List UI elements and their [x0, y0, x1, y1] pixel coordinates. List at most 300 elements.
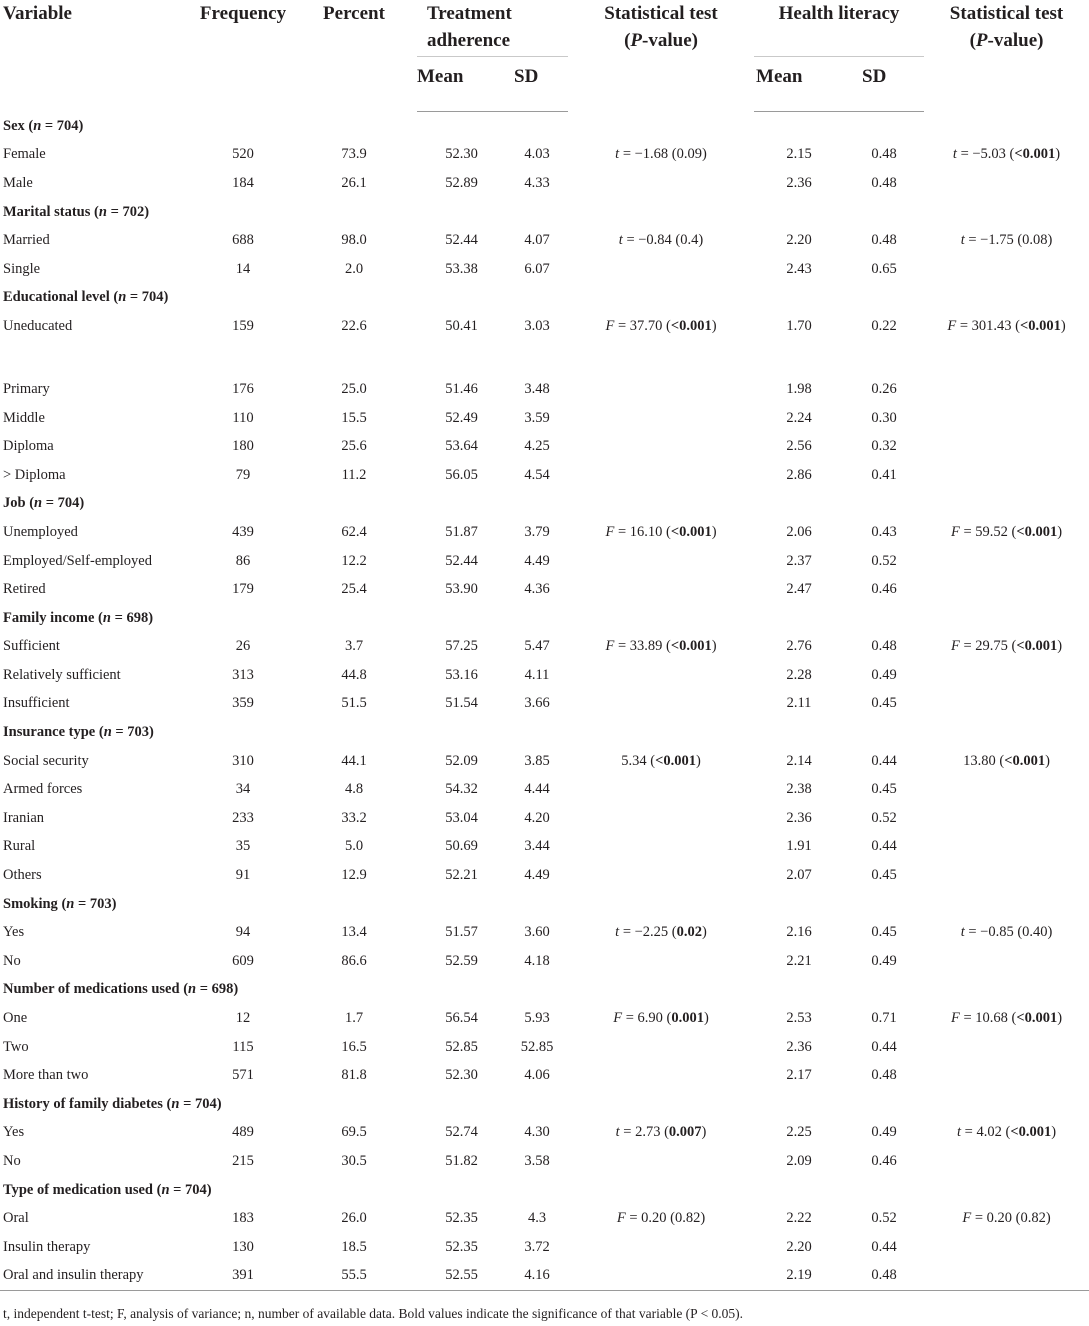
cell-frequency: 176	[232, 380, 254, 397]
cell-test1	[568, 547, 754, 576]
cell-hl-sd: 0.43	[871, 523, 897, 540]
cell-percent: 30.5	[341, 1152, 367, 1169]
cell-frequency: 609	[232, 952, 254, 969]
cell-test2	[924, 861, 1089, 890]
cell-test1	[568, 775, 754, 804]
cell-test1	[568, 1147, 754, 1176]
cell-test1: t = 2.73 (0.007)	[615, 1124, 707, 1141]
cell-frequency: 313	[232, 666, 254, 683]
cell-ta-sd: 4.20	[524, 809, 550, 826]
cell-ta-mean: 51.57	[445, 924, 478, 941]
cell-percent: 51.5	[341, 695, 367, 712]
section-label: Family income	[3, 609, 95, 626]
cell-frequency: 179	[232, 581, 254, 598]
section-n: (n = 702)	[94, 203, 150, 220]
cell-hl-sd: 0.49	[871, 666, 897, 683]
row-label: Diploma	[3, 438, 54, 455]
cell-ta-mean: 51.46	[445, 380, 478, 397]
cell-test1	[568, 1033, 754, 1062]
cell-ta-sd: 3.03	[524, 318, 550, 335]
cell-ta-sd: 4.36	[524, 581, 550, 598]
header-treatment-adherence	[417, 0, 568, 57]
section-label: Marital status	[3, 203, 91, 220]
section-title	[0, 198, 1089, 227]
section-label: Educational level	[3, 289, 110, 306]
cell-ta-mean: 57.25	[445, 638, 478, 655]
table-row	[0, 1262, 1089, 1291]
cell-ta-mean: 52.09	[445, 752, 478, 769]
row-label: Two	[3, 1038, 29, 1055]
cell-percent: 62.4	[341, 523, 367, 540]
cell-test2	[924, 833, 1089, 862]
cell-test1	[568, 255, 754, 284]
cell-test2	[924, 1147, 1089, 1176]
row-label: Sufficient	[3, 638, 60, 655]
cell-hl-sd: 0.52	[871, 552, 897, 569]
cell-frequency: 439	[232, 523, 254, 540]
row-label: Yes	[3, 1124, 25, 1141]
cell-hl-mean: 2.19	[754, 1262, 844, 1291]
cell-frequency: 34	[235, 781, 251, 798]
cell-hl-mean: 2.15	[786, 146, 812, 163]
cell-test2: F = 301.43 (<0.001)	[947, 318, 1066, 335]
cell-frequency: 130	[232, 1238, 254, 1255]
cell-test1	[568, 690, 754, 719]
header-statistical-test-1	[568, 0, 754, 112]
table-row	[0, 1119, 1089, 1148]
cell-hl-sd: 0.52	[871, 809, 897, 826]
cell-ta-mean: 51.82	[445, 1152, 478, 1169]
cell-hl-sd: 0.52	[871, 1210, 897, 1227]
table-row	[0, 461, 1089, 490]
cell-hl-mean: 2.43	[786, 260, 812, 277]
cell-test2	[924, 461, 1089, 490]
table-row	[0, 169, 1089, 198]
cell-test2	[924, 1233, 1089, 1262]
section-row	[0, 1090, 1089, 1119]
header-hl-mean: Mean	[754, 57, 844, 112]
cell-test1: t = −2.25 (0.02)	[615, 924, 707, 941]
cell-hl-mean: 2.21	[786, 952, 812, 969]
cell-percent: 1.7	[344, 1010, 364, 1027]
cell-test2	[924, 169, 1089, 198]
cell-test1: t = −1.68 (0.09)	[615, 146, 707, 163]
cell-frequency: 26	[235, 638, 251, 655]
cell-percent: 81.8	[341, 1067, 367, 1084]
header-test2-line1: Statistical test	[949, 3, 1064, 24]
section-row	[0, 718, 1089, 747]
table-row	[0, 661, 1089, 690]
cell-ta-sd: 5.93	[524, 1010, 550, 1027]
table-row	[0, 575, 1089, 604]
cell-test1	[568, 169, 754, 198]
table-row	[0, 690, 1089, 719]
cell-test2	[924, 947, 1089, 976]
cell-hl-sd: 0.71	[871, 1010, 897, 1027]
cell-frequency: 159	[232, 318, 254, 335]
table-row	[0, 833, 1089, 862]
cell-percent: 15.5	[341, 409, 367, 426]
row-label: Unemployed	[3, 523, 78, 540]
cell-ta-sd: 4.07	[524, 232, 550, 249]
header-frequency: Frequency	[199, 3, 287, 24]
cell-test2	[924, 775, 1089, 804]
row-label: Others	[3, 867, 42, 884]
cell-test2: t = −1.75 (0.08)	[960, 232, 1053, 249]
section-n: (n = 704)	[156, 1181, 212, 1198]
cell-ta-mean: 52.35	[445, 1210, 478, 1227]
cell-hl-sd: 0.49	[871, 952, 897, 969]
cell-frequency: 391	[195, 1262, 291, 1291]
cell-hl-mean: 2.11	[786, 695, 812, 712]
table-row	[0, 432, 1089, 461]
cell-ta-mean: 52.89	[445, 174, 478, 191]
cell-hl-sd: 0.22	[871, 318, 897, 335]
row-label: Rural	[3, 838, 36, 855]
cell-hl-mean: 2.36	[786, 809, 812, 826]
row-label: Single	[3, 260, 41, 277]
cell-hl-sd: 0.45	[871, 867, 897, 884]
cell-hl-sd: 0.44	[871, 1238, 897, 1255]
table-row	[0, 375, 1089, 404]
cell-hl-mean: 2.07	[786, 867, 812, 884]
row-label: One	[3, 1010, 28, 1027]
row-label: Employed/Self-employed	[3, 552, 152, 569]
row-label: Armed forces	[3, 781, 83, 798]
cell-ta-sd: 4.44	[524, 781, 550, 798]
header-test1-pvalue: (P-value)	[624, 30, 698, 51]
cell-test2: t = 4.02 (<0.001)	[957, 1124, 1057, 1141]
table-row	[0, 255, 1089, 284]
table-row	[0, 633, 1089, 662]
table-row	[0, 141, 1089, 170]
cell-hl-mean: 2.17	[786, 1067, 812, 1084]
cell-ta-sd: 4.49	[524, 867, 550, 884]
cell-test1: t = −0.84 (0.4)	[618, 232, 704, 249]
table-row	[0, 1033, 1089, 1062]
table-row	[0, 804, 1089, 833]
section-row	[0, 490, 1089, 519]
section-n: (n = 704)	[166, 1095, 222, 1112]
cell-ta-sd: 3.59	[524, 409, 550, 426]
row-label: Relatively sufficient	[3, 666, 121, 683]
cell-percent: 12.2	[341, 552, 367, 569]
row-label: Insulin therapy	[3, 1238, 91, 1255]
section-row	[0, 976, 1089, 1005]
cell-test2	[924, 804, 1089, 833]
cell-hl-mean: 2.56	[786, 438, 812, 455]
cell-ta-mean: 53.16	[445, 666, 478, 683]
cell-ta-sd: 3.72	[524, 1238, 550, 1255]
header-percent: Percent	[323, 3, 385, 24]
cell-ta-sd: 4.54	[524, 466, 550, 483]
cell-hl-sd: 0.30	[871, 409, 897, 426]
cell-ta-mean: 52.85	[445, 1038, 478, 1055]
cell-test2	[924, 404, 1089, 433]
cell-frequency: 86	[235, 552, 251, 569]
cell-frequency: 14	[235, 260, 251, 277]
cell-hl-sd: 0.46	[871, 1152, 897, 1169]
table-row	[0, 1061, 1089, 1090]
header-test1-line1: Statistical test	[604, 3, 718, 24]
cell-hl-sd: 0.65	[871, 260, 897, 277]
cell-test1	[568, 1061, 754, 1090]
cell-frequency: 91	[235, 867, 251, 884]
cell-ta-sd: 4.03	[524, 146, 550, 163]
header-test2-pvalue: (P-value)	[969, 30, 1044, 51]
section-title	[0, 976, 1089, 1005]
cell-frequency: 79	[235, 466, 251, 483]
cell-ta-sd: 3.48	[524, 380, 550, 397]
cell-percent: 5.0	[344, 838, 364, 855]
cell-hl-sd: 0.44	[871, 752, 897, 769]
cell-test1	[568, 1233, 754, 1262]
row-label: Insufficient	[3, 695, 70, 712]
cell-hl-sd: 0.48	[871, 174, 897, 191]
section-row	[0, 1176, 1089, 1205]
cell-test1	[568, 804, 754, 833]
section-n: (n = 703)	[98, 724, 154, 741]
table-row	[0, 747, 1089, 776]
cell-ta-sd: 3.44	[524, 838, 550, 855]
cell-test1	[568, 861, 754, 890]
cell-hl-sd: 0.26	[871, 380, 897, 397]
section-row	[0, 284, 1089, 313]
cell-percent: 26.0	[341, 1210, 367, 1227]
cell-frequency: 12	[235, 1010, 251, 1027]
cell-hl-sd: 0.41	[871, 466, 897, 483]
cell-ta-mean: 52.55	[417, 1262, 506, 1291]
cell-test1	[568, 404, 754, 433]
cell-hl-sd: 0.32	[871, 438, 897, 455]
table-row	[0, 947, 1089, 976]
cell-ta-sd: 3.79	[524, 523, 550, 540]
cell-ta-mean: 56.54	[445, 1010, 478, 1027]
cell-ta-sd: 3.85	[524, 752, 550, 769]
row-label: Middle	[3, 409, 45, 426]
header-health-literacy: Health literacy	[754, 0, 924, 57]
cell-frequency: 233	[232, 809, 254, 826]
cell-test2	[924, 1262, 1089, 1291]
cell-ta-sd: 4.06	[524, 1067, 550, 1084]
section-label: Type of medication used	[3, 1181, 153, 1198]
cell-test2: t = −5.03 (<0.001)	[952, 146, 1061, 163]
table-row	[0, 918, 1089, 947]
table-row	[0, 1233, 1089, 1262]
cell-percent: 22.6	[341, 318, 367, 335]
row-label: > Diploma	[3, 466, 66, 483]
cell-hl-mean: 2.22	[786, 1210, 812, 1227]
cell-frequency: 571	[232, 1067, 254, 1084]
cell-percent: 25.6	[341, 438, 367, 455]
cell-test1	[568, 661, 754, 690]
cell-ta-mean: 53.38	[445, 260, 478, 277]
cell-test1: F = 6.90 (0.001)	[613, 1010, 709, 1027]
cell-frequency: 94	[235, 924, 251, 941]
section-n: (n = 698)	[183, 981, 239, 998]
table-row	[0, 1204, 1089, 1233]
cell-percent: 33.2	[341, 809, 367, 826]
cell-test1	[568, 375, 754, 404]
cell-ta-mean: 51.54	[445, 695, 478, 712]
cell-hl-sd: 0.48	[871, 638, 897, 655]
cell-percent: 44.1	[341, 752, 367, 769]
row-label: No	[3, 952, 21, 969]
cell-percent: 98.0	[341, 232, 367, 249]
cell-percent: 44.8	[341, 666, 367, 683]
cell-ta-sd: 4.18	[524, 952, 550, 969]
section-n: (n = 698)	[98, 609, 154, 626]
cell-percent: 55.5	[291, 1262, 417, 1291]
cell-percent: 11.2	[341, 466, 367, 483]
cell-ta-sd: 3.58	[524, 1152, 550, 1169]
cell-test2	[924, 575, 1089, 604]
section-row	[0, 604, 1089, 633]
cell-test1	[568, 947, 754, 976]
row-label: Social security	[3, 752, 89, 769]
section-label: Sex	[3, 117, 25, 134]
cell-hl-sd: 0.45	[871, 924, 897, 941]
row-label: No	[3, 1152, 21, 1169]
cell-test2	[924, 547, 1089, 576]
cell-hl-mean: 2.38	[786, 781, 812, 798]
cell-ta-mean: 52.74	[445, 1124, 478, 1141]
cell-test2	[924, 1061, 1089, 1090]
cell-ta-sd: 4.49	[524, 552, 550, 569]
section-title	[0, 890, 1089, 919]
cell-ta-sd: 4.33	[524, 174, 550, 191]
cell-ta-mean: 54.32	[445, 781, 478, 798]
cell-ta-mean: 52.44	[445, 552, 478, 569]
cell-test1	[568, 432, 754, 461]
header-ta-mean: Mean	[417, 57, 506, 112]
cell-frequency: 180	[232, 438, 254, 455]
table-row	[0, 1147, 1089, 1176]
row-label: Retired	[3, 581, 46, 598]
cell-hl-sd: 0.49	[871, 1124, 897, 1141]
cell-hl-mean: 2.76	[786, 638, 812, 655]
header-test2-line2	[970, 30, 1044, 51]
cell-test1: F = 37.70 (<0.001)	[605, 318, 717, 335]
cell-ta-sd: 4.25	[524, 438, 550, 455]
cell-test2	[924, 661, 1089, 690]
cell-frequency: 215	[232, 1152, 254, 1169]
cell-ta-sd: 3.66	[524, 695, 550, 712]
section-title	[0, 490, 1089, 519]
cell-test2	[924, 1033, 1089, 1062]
row-label: Yes	[3, 924, 25, 941]
table-footnote: t, independent t-test; F, analysis of variance; n, number of available data. Bold values indicate the significance of that variable (P < 0.05).	[3, 1306, 744, 1321]
section-title	[0, 604, 1089, 633]
cell-hl-mean: 2.25	[786, 1124, 812, 1141]
header-variable: Variable	[3, 3, 72, 24]
row-label: Primary	[3, 380, 50, 397]
cell-test2: F = 59.52 (<0.001)	[950, 523, 1063, 540]
table-row	[0, 547, 1089, 576]
cell-test2: F = 29.75 (<0.001)	[950, 638, 1063, 655]
cell-test2	[924, 255, 1089, 284]
cell-hl-mean: 2.06	[786, 523, 812, 540]
cell-ta-mean: 52.30	[445, 146, 478, 163]
cell-ta-mean: 52.59	[445, 952, 478, 969]
cell-ta-mean: 52.30	[445, 1067, 478, 1084]
cell-hl-mean: 2.09	[786, 1152, 812, 1169]
cell-ta-mean: 51.87	[445, 523, 478, 540]
table-row	[0, 775, 1089, 804]
cell-frequency: 489	[232, 1124, 254, 1141]
cell-hl-mean: 2.53	[786, 1010, 812, 1027]
row-label: Female	[3, 146, 46, 163]
cell-ta-mean: 52.44	[445, 232, 478, 249]
section-label: Smoking	[3, 895, 58, 912]
table-row	[0, 312, 1089, 375]
section-title	[0, 112, 1089, 141]
cell-percent: 2.0	[344, 260, 364, 277]
section-label: Job	[3, 495, 26, 512]
cell-test2: 13.80 (<0.001)	[963, 752, 1050, 769]
section-row	[0, 112, 1089, 141]
cell-ta-mean: 53.90	[445, 581, 478, 598]
cell-test1: 5.34 (<0.001)	[621, 752, 701, 769]
cell-hl-mean: 2.47	[786, 581, 812, 598]
cell-hl-mean: 2.24	[786, 409, 812, 426]
cell-test1	[568, 833, 754, 862]
cell-percent: 86.6	[341, 952, 367, 969]
cell-frequency: 110	[232, 409, 254, 426]
cell-hl-sd: 0.48	[871, 1067, 897, 1084]
section-title	[0, 718, 1089, 747]
header-test1-line2	[624, 30, 698, 51]
cell-hl-sd: 0.45	[871, 695, 897, 712]
cell-percent: 12.9	[341, 867, 367, 884]
table-row	[0, 861, 1089, 890]
cell-ta-sd: 6.07	[524, 260, 550, 277]
cell-hl-mean: 2.37	[786, 552, 812, 569]
cell-hl-mean: 2.20	[786, 1238, 812, 1255]
cell-frequency: 115	[232, 1038, 254, 1055]
cell-hl-sd: 0.45	[871, 781, 897, 798]
cell-hl-mean: 1.98	[786, 380, 812, 397]
cell-test2: t = −0.85 (0.40)	[960, 924, 1053, 941]
section-label: Number of medications used	[3, 981, 180, 998]
header-statistical-test-2	[924, 0, 1089, 112]
cell-test2	[924, 432, 1089, 461]
cell-hl-mean: 2.28	[786, 666, 812, 683]
section-n: (n = 704)	[113, 289, 169, 306]
section-row	[0, 198, 1089, 227]
cell-ta-sd: 3.60	[524, 924, 550, 941]
cell-hl-mean: 2.16	[786, 924, 812, 941]
cell-ta-sd: 4.3	[527, 1210, 547, 1227]
section-label: History of family diabetes	[3, 1095, 163, 1112]
cell-percent: 4.8	[344, 781, 364, 798]
cell-hl-sd: 0.44	[871, 838, 897, 855]
cell-ta-mean: 50.41	[445, 318, 478, 335]
cell-frequency: 310	[232, 752, 254, 769]
cell-ta-sd: 4.11	[524, 666, 550, 683]
cell-test1: F = 16.10 (<0.001)	[605, 523, 717, 540]
cell-hl-mean: 2.86	[786, 466, 812, 483]
cell-percent: 69.5	[341, 1124, 367, 1141]
cell-hl-sd: 0.48	[871, 232, 897, 249]
cell-ta-mean: 56.05	[445, 466, 478, 483]
section-title	[0, 1090, 1089, 1119]
cell-hl-sd: 0.48	[844, 1262, 924, 1291]
table-row	[0, 518, 1089, 547]
row-label: Oral	[3, 1210, 29, 1227]
cell-percent: 18.5	[341, 1238, 367, 1255]
cell-ta-mean: 53.64	[445, 438, 478, 455]
